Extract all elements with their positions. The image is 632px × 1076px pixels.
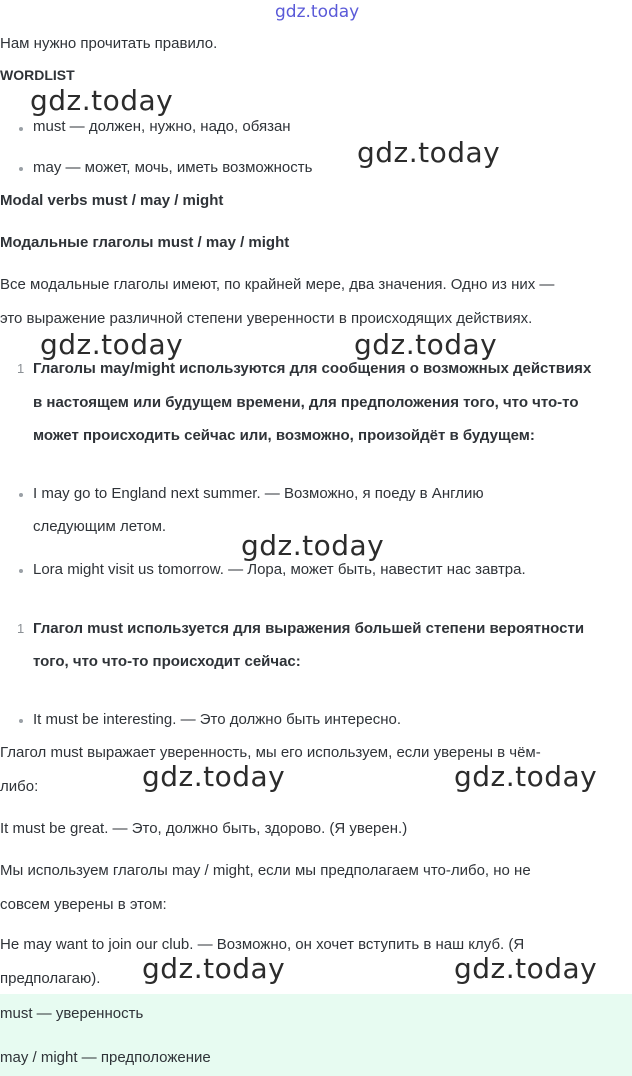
rule-line: Глаголы may/might используются для сообщения о возможных действиях xyxy=(33,360,592,377)
example-line: предполагаю). xyxy=(0,970,101,987)
bullet-icon xyxy=(19,493,23,497)
paragraph-line: Мы используем глаголы may / might, если мы предполагаем что-либо, но не xyxy=(0,862,531,879)
watermark: gdz.today xyxy=(454,952,598,985)
heading-ru: Модальные глаголы must / may / might xyxy=(0,234,290,251)
example-line: He may want to join our club. — Возможно, он хочет вступить в наш клуб. (Я xyxy=(0,936,525,953)
paragraph-line: Глагол must выражает уверенность, мы его используем, если уверены в чём- xyxy=(0,744,541,761)
wordlist-item: must — должен, нужно, надо, обязан xyxy=(33,118,291,135)
rule-line: может происходить сейчас или, возможно, произойдёт в будущем: xyxy=(33,427,535,444)
list-number: 1 xyxy=(17,621,25,636)
watermark: gdz.today xyxy=(357,136,501,169)
bullet-icon xyxy=(19,719,23,723)
rule-line: того, что что-то происходит сейчас: xyxy=(33,653,301,670)
watermark: gdz.today xyxy=(40,328,184,361)
wordlist-item: may — может, мочь, иметь возможность xyxy=(33,159,313,176)
paragraph-line: либо: xyxy=(0,778,39,795)
example-line: It must be interesting. — Это должно быть интересно. xyxy=(33,711,401,728)
example-line: I may go to England next summer. — Возможно, я поеду в Англию xyxy=(33,485,484,502)
paragraph-line: Все модальные глаголы имеют, по крайней мере, два значения. Одно из них — xyxy=(0,276,555,293)
bullet-icon xyxy=(19,127,23,131)
watermark: gdz.today xyxy=(142,760,286,793)
example-line: следующим летом. xyxy=(33,518,167,535)
summary-line: must — уверенность xyxy=(0,1005,144,1022)
watermark: gdz.today xyxy=(354,328,498,361)
watermark: gdz.today xyxy=(30,84,174,117)
wordlist-title: WORDLIST xyxy=(0,67,75,83)
bullet-icon xyxy=(19,569,23,573)
watermark: gdz.today xyxy=(142,952,286,985)
list-number: 1 xyxy=(17,361,25,376)
example-line: It must be great. — Это, должно быть, здорово. (Я уверен.) xyxy=(0,820,408,837)
rule-line: в настоящем или будущем времени, для предположения того, что что-то xyxy=(33,394,579,411)
summary-line: may / might — предположение xyxy=(0,1049,211,1066)
paragraph-line: это выражение различной степени уверенности в происходящих действиях. xyxy=(0,310,533,327)
bullet-icon xyxy=(19,167,23,171)
watermark: gdz.today xyxy=(454,760,598,793)
watermark: gdz.today xyxy=(241,529,385,562)
example-line: Lora might visit us tomorrow. — Лора, может быть, навестит нас завтра. xyxy=(33,561,526,578)
paragraph-line: совсем уверены в этом: xyxy=(0,896,167,913)
watermark-top: gdz.today xyxy=(275,2,360,22)
rule-line: Глагол must используется для выражения большей степени вероятности xyxy=(33,620,585,637)
heading-en: Modal verbs must / may / might xyxy=(0,192,224,209)
intro-text: Нам нужно прочитать правило. xyxy=(0,35,218,52)
